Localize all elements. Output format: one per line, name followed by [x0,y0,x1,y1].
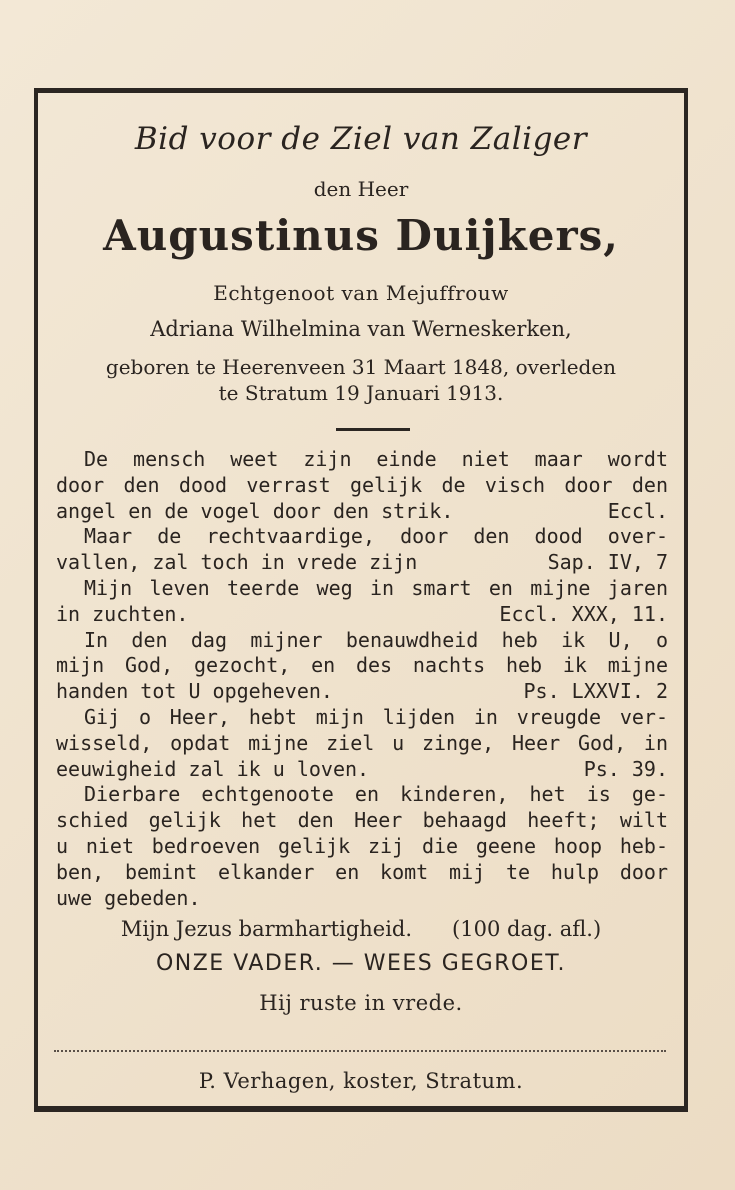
body-line [56,731,668,757]
birth-line: geboren te Heerenveen 31 Maart 1848, overleden [105,355,617,379]
jesus-prayer-line [38,917,684,941]
scripture-reference: Sap. IV, 7 [547,550,668,575]
indulgence-text: (100 dag. afl.) [452,917,602,941]
scripture-reference: Eccl. XXX, 11. [499,601,668,626]
body-line-text: angel en de vogel door den strik. [56,498,454,523]
card-border-frame [34,88,688,1112]
spouse-intro: Echtgenoot van Mejuffrouw [213,281,509,305]
body-line-text: u niet bedroeven gelijk zij die geene hoop heb- [56,833,668,858]
body-line [56,628,668,654]
body-line [56,447,668,473]
spouse-name: Adriana Wilhelmina van Werneskerken, [150,317,572,341]
body-line [56,860,668,886]
body-line [56,524,668,550]
prayer-text: Mijn Jezus barmhartigheid. [120,917,413,941]
body-line-text: wisseld, opdat mijne ziel u zinge, Heer God, in [56,730,668,755]
body-line [56,473,668,499]
rest-in-peace: Hij ruste in vrede. [259,991,463,1015]
card-title: Bid voor de Ziel van Zaliger [134,121,588,157]
body-line-text: Mijn leven teerde weg in smart en mijne jaren [84,575,668,600]
prayers-line: ONZE VADER. — WEES GEGROET. [155,951,567,976]
body-line [56,653,668,679]
body-line [56,550,668,576]
body-line-text: In den dag mijner benauwdheid heb ik U, o [84,627,668,652]
scripture-reference: Ps. LXXVI. 2 [523,679,668,704]
body-line-text: Gij o Heer, hebt mijn lijden in vreugde ver- [84,704,668,729]
body-line [56,705,668,731]
body-line-text: vallen, zal toch in vrede zijn [56,550,418,575]
body-line [56,679,668,705]
body-line [56,602,668,628]
scripture-body [56,447,668,911]
deceased-name: Augustinus Duijkers, [103,211,619,260]
body-line-text: Maar de rechtvaardige, door den dood over- [84,524,668,549]
death-line: te Stratum 19 Januari 1913. [218,381,504,405]
body-line-text: Dierbare echtgenoote en kinderen, het is ge- [84,782,668,807]
body-line-text: ben, bemint elkander en komt mij te hulp door [56,859,668,884]
body-line-text: De mensch weet zijn einde niet maar wordt [84,447,668,471]
body-line-text: uwe gebeden. [56,885,201,910]
body-line-text: door den dood verrast gelijk de visch door den [56,472,668,497]
body-line-text: eeuwigheid zal ik u loven. [56,756,370,781]
body-line [56,808,668,834]
body-line [56,886,668,912]
body-line-text: in zuchten. [56,601,189,626]
body-line-text: handen tot U opgeheven. [56,679,333,704]
divider-rule [336,428,410,431]
body-line [56,576,668,602]
body-line-text: schied gelijk het den Heer behaagd heeft; wilt [56,808,668,833]
scripture-reference: Ps. 39. [583,756,668,781]
scripture-reference: Eccl. [607,498,668,523]
body-line [56,782,668,808]
dotted-separator [54,1050,666,1052]
body-line [56,757,668,783]
body-line-text: mijn God, gezocht, en des nachts heb ik mijne [56,653,668,678]
body-line [56,499,668,525]
body-line [56,834,668,860]
honorific: den Heer [313,177,409,201]
printer-credit: P. Verhagen, koster, Stratum. [198,1069,524,1093]
